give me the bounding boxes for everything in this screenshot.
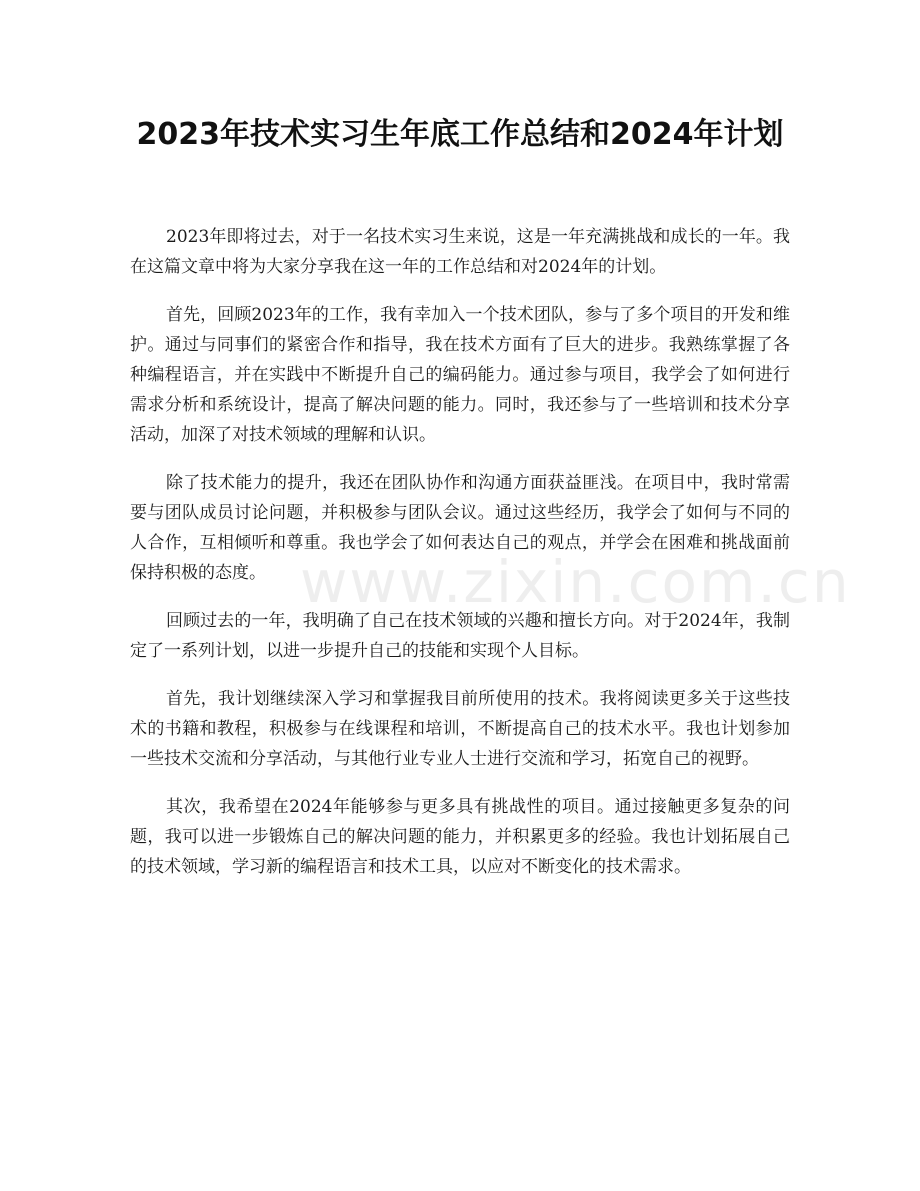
page-title: 2023年技术实习生年底工作总结和2024年计划 — [136, 117, 784, 152]
paragraph-1: 2023年即将过去，对于一名技术实习生来说，这是一年充满挑战和成长的一年。我在这篇文章中将为大家分享我在这一年的工作总结和对2024年的计划。 — [130, 227, 790, 277]
watermark: www.zixin.com.cn — [300, 548, 851, 616]
paragraph-5: 首先，我计划继续深入学习和掌握我目前所使用的技术。我将阅读更多关于这些技术的书籍和教程，积极参与在线课程和培训，不断提高自己的技术水平。我也计划参加一些技术交流和分享活动，与其他行业专业人士进行交流和学习，拓宽自己的视野。 — [130, 689, 790, 769]
paragraph-3: 除了技术能力的提升，我还在团队协作和沟通方面获益匪浅。在项目中，我时常需要与团队成员讨论问题，并积极参与团队会议。通过这些经历，我学会了如何与不同的人合作，互相倾听和尊重。我也学会了如何表达自己的观点，并学会在困难和挑战面前保持积极的态度。 — [130, 473, 790, 583]
paragraph-2: 首先，回顾2023年的工作，我有幸加入一个技术团队，参与了多个项目的开发和维护。通过与同事们的紧密合作和指导，我在技术方面有了巨大的进步。我熟练掌握了各种编程语言，并在实践中不断提升自己的编码能力。通过参与项目，我学会了如何进行需求分析和系统设计，提高了解决问题的能力。同时，我还参与了一些培训和技术分享活动，加深了对技术领域的理解和认识。 — [130, 305, 790, 445]
paragraph-6: 其次，我希望在2024年能够参与更多具有挑战性的项目。通过接触更多复杂的问题，我可以进一步锻炼自己的解决问题的能力，并积累更多的经验。我也计划拓展自己的技术领域，学习新的编程语言和技术工具，以应对不断变化的技术需求。 — [130, 797, 790, 877]
paragraph-4: 回顾过去的一年，我明确了自己在技术领域的兴趣和擅长方向。对于2024年，我制定了一系列计划，以进一步提升自己的技能和实现个人目标。 — [130, 611, 790, 661]
document-body — [130, 222, 790, 900]
